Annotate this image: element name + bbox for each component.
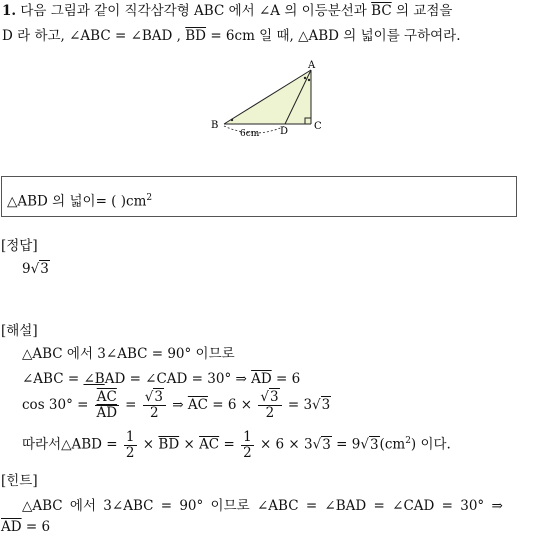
fraction-ac-ad: $\frac{\overline{AC}}{AD}$	[96, 389, 118, 421]
solution-line-2: ∠ABC = ∠BAD = ∠CAD = 30° ⇒ $\overline{AD} = 6$	[22, 371, 301, 387]
segment-bc: $\overline{BC}$	[371, 3, 392, 19]
answer-header: [정답]	[1, 238, 38, 254]
hint-line-1: △ABC 에서 3∠ABC = 90° 이므로 ∠ABC = ∠BAD = ∠CAD = 30° ⇒	[22, 498, 503, 514]
segment-bd: $\overline{BD}$	[185, 28, 207, 44]
label-c: C	[314, 121, 322, 132]
hint-header: [힌트]	[1, 473, 38, 489]
fraction-root3-over-2: $\frac{√3}{2}$	[143, 390, 166, 421]
solution-line-4: 따라서△ABD = $\frac{1}{2}$ × $\overline{BD} \times \overline{AC}$ = $\frac{1}{2}$ × $6 \times 3√3 = 9√3(cm^2)$ 이다.	[22, 428, 451, 461]
answer-box-text: △ABD 의 넓이= ( )cm	[7, 193, 147, 210]
fraction-root3-over-2-b: $\frac{√3}{2}$	[258, 390, 281, 421]
answer-value: 9√3	[22, 261, 49, 277]
solution-line-3: cos 30° = $\frac{\overline{AC}}{AD}$ = $\frac{√3}{2}$ ⇒ $\overline{AC} = 6$ × $\frac{√3}{2}$ = 3√3	[22, 389, 331, 421]
answer-box: △ABD 의 넓이= ( )$cm^2$	[1, 176, 517, 217]
solution-header: [해설]	[1, 323, 38, 339]
label-d: D	[280, 126, 289, 137]
angle-mark-b	[231, 119, 233, 121]
question-line-1: 1. 다음 그림과 같이 직각삼각형 ABC 에서 ∠A 의 이등분선과 $\overline{BC}$ 의 교점을	[2, 3, 453, 19]
label-a: A	[308, 60, 316, 71]
question-number: 1.	[2, 3, 17, 19]
angle-mark-a1	[304, 77, 306, 79]
triangle-figure	[0, 0, 534, 150]
angle-mark-a2	[308, 79, 310, 81]
label-b: B	[211, 120, 219, 131]
label-bd-length: 6cm	[240, 129, 260, 139]
solution-line-1: △ABC 에서 3∠ABC = 90° 이므로	[22, 346, 235, 362]
hint-line-2: $\overline{AD} = 6$	[1, 519, 51, 535]
question-line-2: D 라 하고, ∠ABC = ∠BAD , $\overline{BD} = 6cm$ 일 때, △ABD 의 넓이를 구하여라.	[2, 28, 461, 44]
